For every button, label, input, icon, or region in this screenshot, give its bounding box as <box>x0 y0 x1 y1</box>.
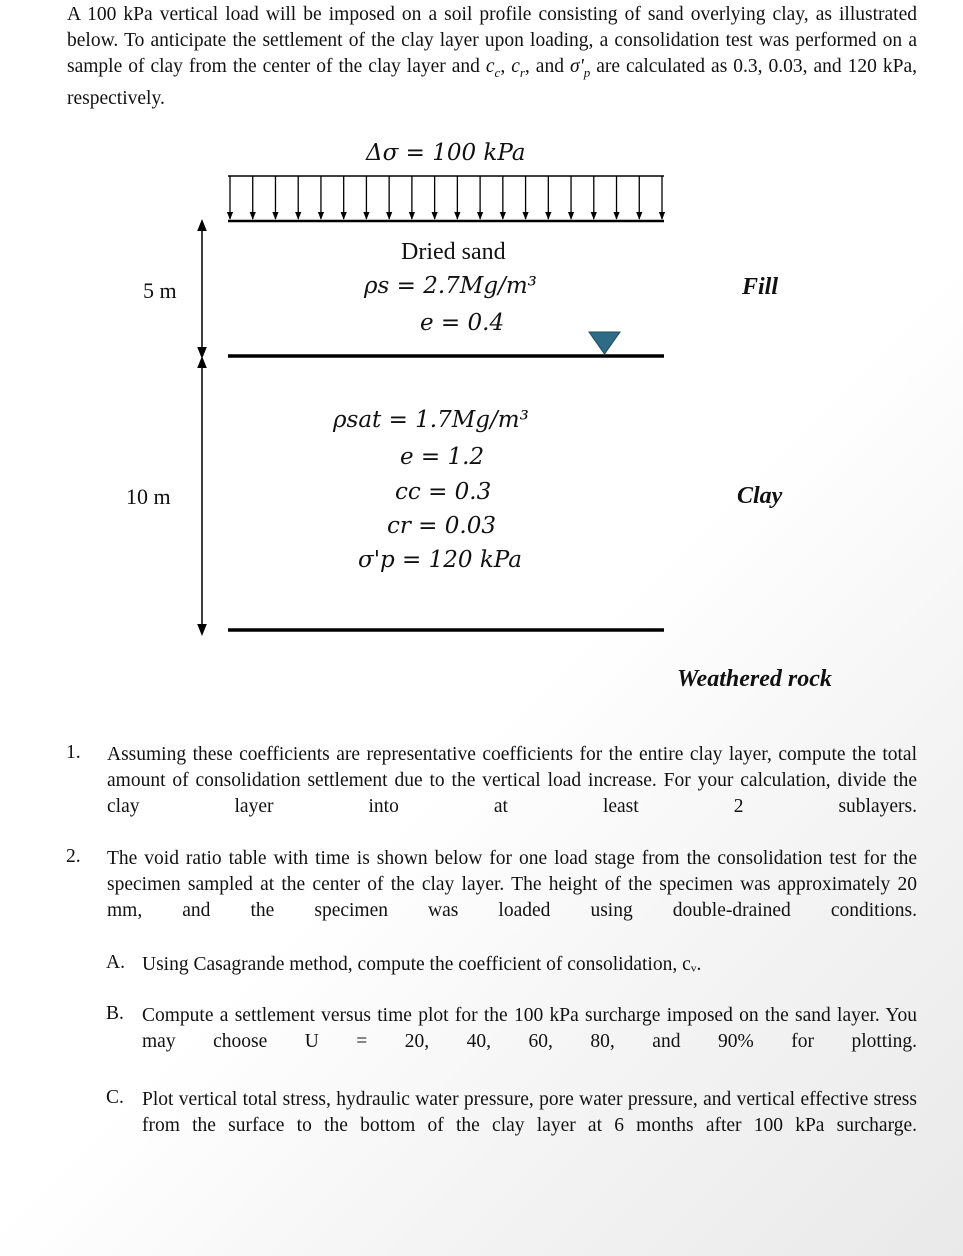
water-table-icon <box>589 332 620 354</box>
clay-sigma-p: σ'p = 120 kPa <box>358 547 522 573</box>
q2-text: The void ratio table with time is shown below for one load stage from the consolidation test for the specimen sampled at the center of the clay layer. The height of the specimen was approximately 20 mm, and the specimen was loaded using double-drained conditions. <box>107 848 917 921</box>
q2-number: 2. <box>66 846 81 867</box>
fill-layer-label: Fill <box>742 274 779 300</box>
clay-cr: cr = 0.03 <box>387 513 496 539</box>
intro-text-a: A 100 kPa vertical load will be imposed on a soil profile consisting of sand overlying clay, as illustrated below. To anticipate the settlement of the clay layer upon loading, a consolidation test was performed on a sample of clay from the center of the clay layer and <box>67 4 917 77</box>
rock-layer-label: Weathered rock <box>677 666 832 692</box>
q2c-letter: C. <box>106 1087 124 1108</box>
sand-thickness-label: 5 m <box>143 278 177 303</box>
q2a-letter: A. <box>106 952 125 973</box>
sand-title: Dried sand <box>401 239 506 265</box>
intro-var-cr: $c_r$ <box>511 56 525 80</box>
intro-sub-p: p <box>583 64 591 80</box>
q2b-text: Compute a settlement versus time plot for the 100 kPa surcharge imposed on the sand layer. You may choose U = 20, 40, 60, 80, and 90% for plotting. <box>142 1005 917 1052</box>
load-arrows <box>228 176 664 219</box>
clay-layer-label: Clay <box>737 483 783 509</box>
q2c-text: Plot vertical total stress, hydraulic water pressure, pore water pressure, and vertical effective stress from the surface to the bottom of the clay layer at 6 months after 100 kPa surcharge. <box>142 1089 917 1136</box>
intro-var-sigma: $\sigma'_p$ <box>569 56 591 80</box>
clay-void-ratio: e = 1.2 <box>400 444 485 470</box>
intro-sep-2: , and <box>524 56 570 77</box>
clay-thickness-label: 10 m <box>126 484 171 509</box>
q2a-text: Using Casagrande method, compute the coefficient of consolidation, cᵥ. <box>142 954 702 975</box>
clay-cc: cc = 0.3 <box>395 479 492 505</box>
sand-density: ρs = 2.7Mg/m³ <box>364 273 537 299</box>
intro-text-b: are calculated as 0.3, 0.03, and 120 kPa, respectively. <box>67 56 918 109</box>
clay-density: ρsat = 1.7Mg/m³ <box>333 407 529 433</box>
intro-var-cc: $c_c$ <box>485 56 501 80</box>
sand-void-ratio: e = 0.4 <box>420 310 505 336</box>
q1-text: Assuming these coefficients are representative coefficients for the entire clay layer, compute the total amount of consolidation settlement due to the vertical load increase. For your calculation, divide the clay layer into at least 2 sublayers. <box>107 744 917 817</box>
load-label: Δσ = 100 kPa <box>366 140 526 166</box>
intro-sep-1: , <box>500 56 512 77</box>
intro-sub-r: r <box>519 64 525 80</box>
q2b-letter: B. <box>106 1003 124 1024</box>
q1-number: 1. <box>66 742 81 763</box>
intro-sub-c: c <box>494 64 501 80</box>
